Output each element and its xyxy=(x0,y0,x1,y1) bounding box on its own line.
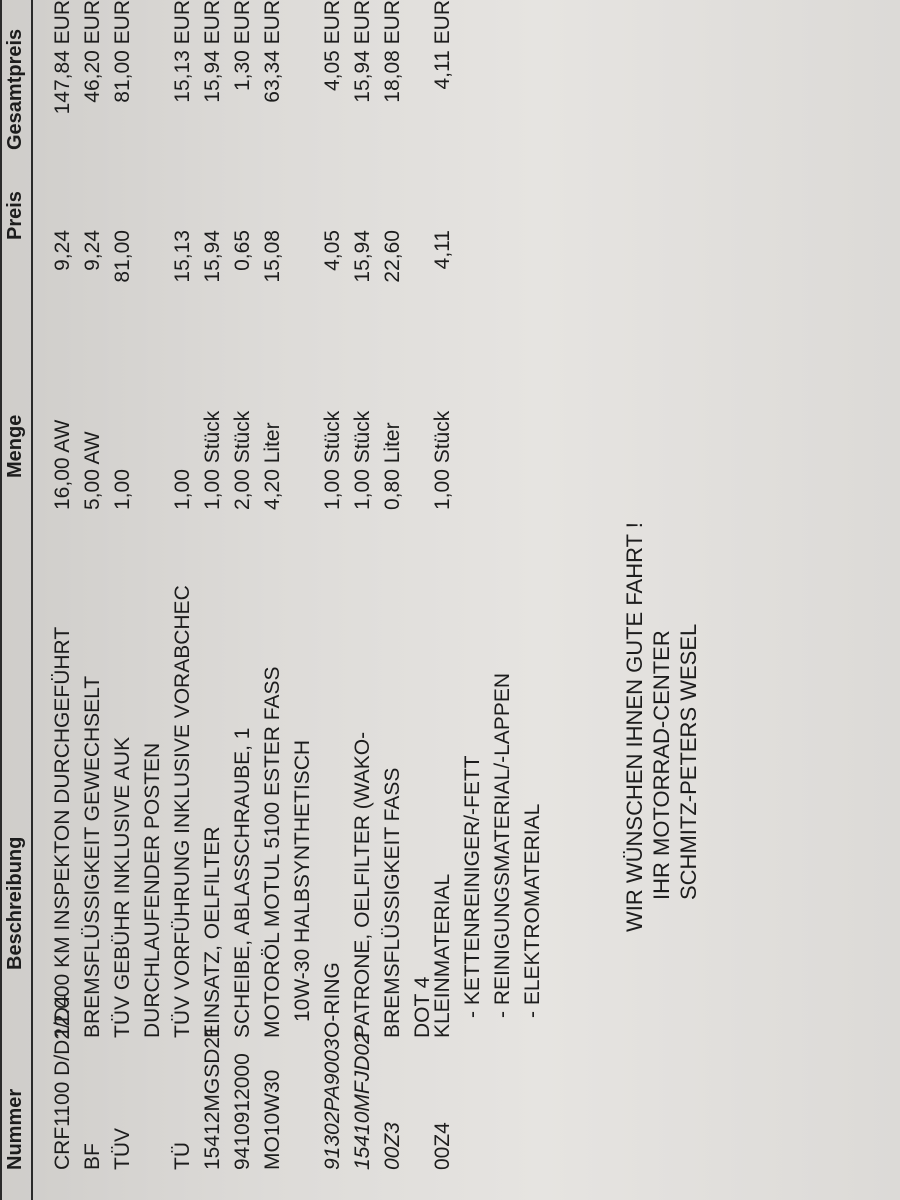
row-nummer: 00Z4 xyxy=(431,1122,454,1170)
header-nummer: Nummer xyxy=(4,1088,26,1170)
row-beschreibung: SCHEIBE, ABLASSCHRAUBE, 1 xyxy=(231,727,254,1038)
row-nummer: BF xyxy=(81,1143,104,1170)
header-rule-top xyxy=(0,0,2,1200)
row-nummer: 15412MGSD21 xyxy=(201,1025,224,1170)
row-beschreibung: O-RING xyxy=(321,962,344,1038)
row-menge: 1,00 xyxy=(111,469,134,510)
row-preis: 15,13 xyxy=(171,230,194,283)
row-menge: 1,00 Stück xyxy=(431,410,454,510)
row-beschreibung: DURCHLAUFENDER POSTEN xyxy=(141,742,164,1038)
row-nummer: MO10W30 xyxy=(261,1069,284,1170)
row-gesamt: 15,94 EUR xyxy=(351,0,374,103)
row-beschreibung: BREMSFLÜSSIGKEIT FASS xyxy=(381,767,404,1038)
row-beschreibung: KLEINMATERIAL xyxy=(431,873,454,1038)
row-gesamt: 15,13 EUR xyxy=(171,0,194,103)
row-gesamt: 63,34 EUR xyxy=(261,0,284,103)
row-beschreibung: - ELEKTROMATERIAL xyxy=(521,803,544,1018)
row-nummer: TÜ xyxy=(171,1142,194,1170)
row-beschreibung: 12.000 KM INSPEKTON DURCHGEFÜHRT xyxy=(51,626,74,1038)
row-menge: 1,00 Stück xyxy=(351,410,374,510)
row-gesamt: 147,84 EUR xyxy=(51,0,74,115)
row-beschreibung: PATRONE, OELFILTER (WAKO- xyxy=(351,731,374,1038)
row-beschreibung: - KETTENREINIGER/-FETT xyxy=(461,755,484,1018)
row-preis: 4,05 xyxy=(321,230,344,271)
closing-line-1: WIR WÜNSCHEN IHNEN GUTE FAHRT ! xyxy=(622,522,647,932)
row-gesamt: 4,11 EUR xyxy=(431,0,454,90)
row-preis: 22,60 xyxy=(381,230,404,283)
header-menge: Menge xyxy=(4,414,26,478)
row-beschreibung: DOT 4 xyxy=(411,976,434,1038)
row-gesamt: 15,94 EUR xyxy=(201,0,224,103)
row-gesamt: 18,08 EUR xyxy=(381,0,404,103)
row-menge: 1,00 Stück xyxy=(201,410,224,510)
row-menge: 1,00 Stück xyxy=(321,410,344,510)
row-menge: 2,00 Stück xyxy=(231,410,254,510)
header-preis: Preis xyxy=(4,191,26,240)
row-preis: 15,94 xyxy=(351,230,374,283)
row-beschreibung: - REINIGUNGSMATERIAL/-LAPPEN xyxy=(491,672,514,1018)
row-gesamt: 1,30 EUR xyxy=(231,0,254,92)
row-beschreibung: MOTORÖL MOTUL 5100 ESTER FASS xyxy=(261,666,284,1038)
row-preis: 15,08 xyxy=(261,230,284,283)
row-preis: 81,00 xyxy=(111,230,134,283)
row-preis: 4,11 xyxy=(431,230,454,270)
row-menge: 16,00 AW xyxy=(51,419,74,510)
row-gesamt: 46,20 EUR xyxy=(81,0,104,103)
closing-line-2: IHR MOTORRAD-CENTER xyxy=(649,630,674,900)
row-menge: 1,00 xyxy=(171,469,194,510)
row-nummer: 00Z3 xyxy=(381,1122,404,1170)
closing-line-3: SCHMITZ-PETERS WESEL xyxy=(676,623,701,900)
row-nummer: 15410MFJD02 xyxy=(351,1032,374,1170)
row-gesamt: 81,00 EUR xyxy=(111,0,134,103)
row-preis: 0,65 xyxy=(231,230,254,271)
row-beschreibung: TÜV VORFÜHRUNG INKLUSIVE VORABCHEC xyxy=(171,585,194,1038)
row-menge: 5,00 AW xyxy=(81,431,104,510)
row-preis: 9,24 xyxy=(81,230,104,271)
row-nummer: CRF1100 D/D2/D4 xyxy=(51,995,74,1170)
row-nummer: 9410912000 xyxy=(231,1053,254,1170)
row-gesamt: 4,05 EUR xyxy=(321,0,344,92)
header-beschreibung: Beschreibung xyxy=(4,836,26,970)
row-beschreibung: EINSATZ, OELFILTER xyxy=(201,826,224,1038)
row-beschreibung: BREMSFLÜSSIGKEIT GEWECHSELT xyxy=(81,675,104,1038)
row-menge: 4,20 Liter xyxy=(261,422,284,510)
row-preis: 9,24 xyxy=(51,230,74,271)
header-rule-bottom xyxy=(31,0,33,1200)
row-preis: 15,94 xyxy=(201,230,224,283)
header-gesamtpreis: Gesamtpreis xyxy=(4,28,26,150)
row-nummer: TÜV xyxy=(111,1128,134,1170)
row-nummer: 91302PA9003 xyxy=(321,1038,344,1170)
row-beschreibung: TÜV GEBÜHR INKLUSIVE AUK xyxy=(111,736,134,1038)
row-menge: 0,80 Liter xyxy=(381,422,404,510)
row-beschreibung: 10W-30 HALBSYNTHETISCH xyxy=(291,739,314,1022)
